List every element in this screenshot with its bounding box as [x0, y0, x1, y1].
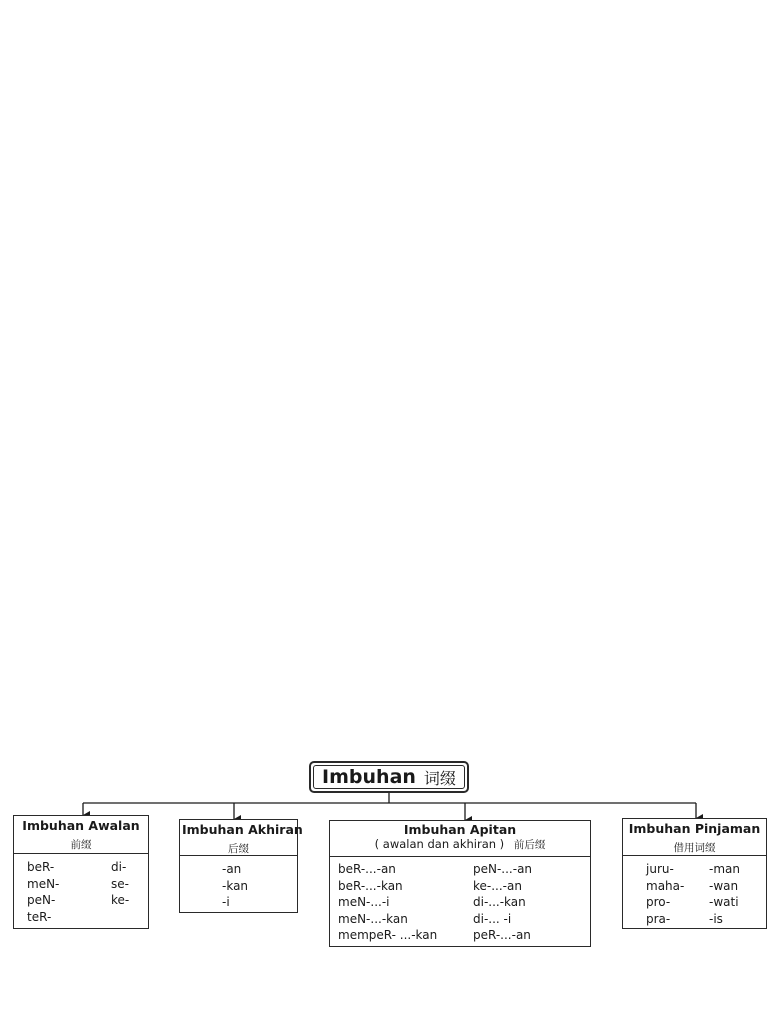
category-title: Imbuhan Awalan — [22, 818, 140, 833]
category-title: Imbuhan Apitan — [403, 822, 517, 837]
category-imbuhan-akhiran — [179, 819, 303, 913]
affix-item: -wan — [709, 878, 739, 893]
category-title-chinese: 后缀 — [228, 843, 249, 855]
category-subtitle-line — [332, 837, 588, 852]
affix-column-2 — [111, 859, 129, 909]
affix-item: -man — [709, 862, 740, 876]
affix-item: beR-...-kan — [338, 878, 403, 893]
affix-column-2 — [709, 861, 740, 927]
affix-item: -i — [222, 895, 230, 909]
root-title: Imbuhan — [322, 766, 416, 788]
affix-item: teR- — [27, 909, 52, 924]
affix-column-1 — [27, 859, 59, 925]
affix-column-1 — [338, 861, 437, 944]
affix-item: -is — [709, 911, 723, 926]
affix-column-1 — [646, 861, 684, 927]
category-imbuhan-pinjaman — [622, 818, 767, 929]
root-node-imbuhan — [309, 761, 469, 793]
affix-item: meN-...-kan — [338, 911, 408, 926]
affix-item: peN-...-an — [473, 862, 533, 876]
affix-item: di-... -i — [473, 911, 512, 926]
affix-column-2 — [473, 861, 532, 944]
category-title: Imbuhan Akhiran — [182, 822, 303, 837]
affix-item: se- — [111, 876, 129, 891]
affix-item: maha- — [646, 878, 685, 893]
affix-item: meN- — [27, 876, 60, 891]
category-imbuhan-awalan — [13, 815, 149, 929]
affix-column-1 — [222, 861, 248, 911]
affix-item: ke- — [111, 893, 130, 907]
affix-item: -wati — [709, 895, 739, 909]
root-title-chinese: 词缀 — [423, 768, 456, 788]
affix-item: juru- — [646, 862, 674, 876]
affix-item: -kan — [222, 878, 249, 893]
category-title: Imbuhan Pinjaman — [628, 821, 761, 836]
category-header — [180, 820, 303, 856]
category-title-chinese: 借用词缀 — [673, 842, 716, 854]
category-title-chinese: 前缀 — [70, 839, 92, 851]
affix-item: di-...-kan — [473, 895, 526, 909]
category-title-chinese: 前后缀 — [513, 839, 546, 851]
category-subtitle: ( awalan dan akhiran ) — [374, 837, 505, 851]
category-header — [623, 819, 766, 856]
affix-item: di- — [111, 860, 127, 874]
category-header — [14, 816, 148, 854]
affix-item: meN-...-i — [338, 895, 390, 909]
affix-item: peR-...-an — [473, 928, 531, 942]
affix-item: mempeR- ...-kan — [338, 928, 438, 942]
category-imbuhan-apitan — [329, 820, 591, 947]
affix-item: pro- — [646, 895, 671, 909]
category-header — [330, 821, 590, 857]
affix-item: peN- — [27, 893, 56, 907]
affix-item: -an — [222, 862, 242, 876]
affix-item: beR- — [27, 860, 55, 874]
affix-item: pra- — [646, 911, 671, 926]
affix-item: beR-...-an — [338, 862, 396, 876]
affix-item: ke-...-an — [473, 878, 522, 893]
